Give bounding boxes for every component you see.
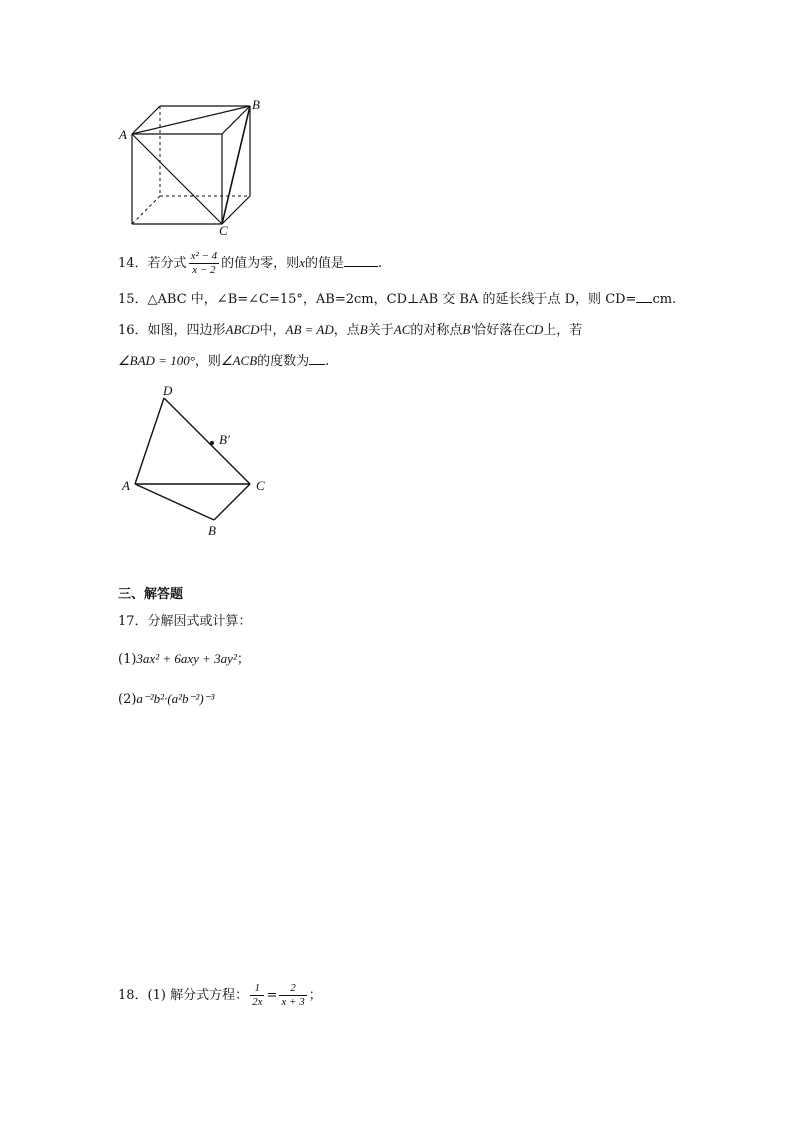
q17-part2-number: (2) xyxy=(118,692,137,707)
q16-text-h: ，则 xyxy=(194,354,221,369)
question-17-part-2 xyxy=(118,690,214,709)
q15-text: 15．△ABC 中，∠B=∠C=15°，AB=2cm，CD⊥AB 交 BA 的延长线于点 D，则 CD= xyxy=(118,292,637,307)
q16-ac: AC xyxy=(393,322,411,337)
q17-part2-expression: a⁻²b²·(a²b⁻²)⁻³ xyxy=(136,691,215,706)
q18-rhs-denominator: x + 3 xyxy=(281,996,305,1008)
quad-label-c: C xyxy=(256,478,265,493)
q14-frac-denominator: x − 2 xyxy=(189,263,220,277)
q16-text-f: 恰好落在 xyxy=(473,323,526,338)
q18-end: ； xyxy=(308,988,322,1003)
q16-abcd: ABCD xyxy=(225,322,260,337)
quad-label-bprime: B′ xyxy=(219,432,230,447)
question-17-title: 17．分解因式或计算： xyxy=(118,614,252,629)
cube-label-b: B xyxy=(252,97,260,112)
q16-text-d: 关于 xyxy=(367,323,394,338)
q16-angle-acb: ∠ACB xyxy=(220,353,258,368)
q16-text-g: 上，若 xyxy=(543,323,583,338)
q14-end: . xyxy=(377,256,383,271)
q17-part1-end: ； xyxy=(236,652,250,667)
q17-part1-number: (1) xyxy=(118,652,137,667)
q14-middle: 的值为零，则 xyxy=(221,256,300,271)
q16-text-b: 中， xyxy=(259,323,286,338)
q18-lhs-fraction xyxy=(250,982,264,1009)
quadrilateral-figure xyxy=(120,380,270,540)
q14-suffix: 的值是 xyxy=(304,256,344,271)
q16-bprime: B′ xyxy=(462,322,474,337)
q16-ab-eq-ad: AB = AD xyxy=(285,322,334,337)
quad-label-b: B xyxy=(208,523,216,538)
cube-label-c: C xyxy=(219,223,228,238)
cube-figure xyxy=(110,96,270,246)
section-3-heading: 三、解答题 xyxy=(118,587,184,602)
q16-text-a: 16．如图，四边形 xyxy=(118,323,226,338)
q18-rhs-numerator: 2 xyxy=(290,982,296,994)
q14-number: 14． xyxy=(118,256,148,271)
question-17-part-1 xyxy=(118,650,250,669)
q14-prefix: 若分式 xyxy=(147,256,187,271)
q16-text-i: 的度数为 xyxy=(257,354,310,369)
q14-variable: x xyxy=(299,255,305,270)
q18-lhs-denominator: 2x xyxy=(252,996,263,1008)
question-16-line-1 xyxy=(118,321,582,340)
q18-prefix: 18．(1) 解分式方程： xyxy=(118,988,249,1003)
q16-answer-blank[interactable] xyxy=(309,352,325,365)
q15-answer-blank[interactable] xyxy=(636,290,652,303)
question-16-line-2 xyxy=(118,352,329,371)
q14-fraction xyxy=(189,250,220,277)
q18-lhs-numerator: 1 xyxy=(254,982,261,994)
question-15 xyxy=(118,290,676,309)
q14-answer-blank[interactable] xyxy=(344,254,378,267)
question-18 xyxy=(118,982,322,1009)
quad-label-a: A xyxy=(122,478,130,493)
q16-text-c: ，点 xyxy=(333,323,360,338)
question-14 xyxy=(118,250,382,277)
q16-point-b: B xyxy=(359,322,368,337)
q17-part1-expression: 3ax² + 6axy + 3ay² xyxy=(136,651,237,666)
q16-angle-bad: ∠BAD = 100° xyxy=(118,353,195,368)
q18-rhs-fraction xyxy=(279,982,306,1009)
cube-label-a: A xyxy=(119,127,127,142)
quad-label-d: D xyxy=(163,383,173,398)
q16-cd: CD xyxy=(525,322,544,337)
q18-equals: = xyxy=(266,988,278,1003)
q16-text-e: 的对称点 xyxy=(410,323,463,338)
q14-frac-numerator: x² − 4 xyxy=(190,250,218,262)
q16-end: . xyxy=(325,354,330,369)
q15-unit: cm. xyxy=(652,292,677,307)
